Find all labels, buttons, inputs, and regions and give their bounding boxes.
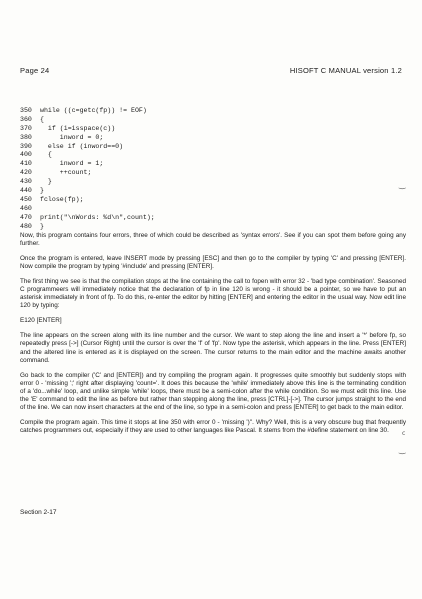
code-text: }: [40, 222, 44, 230]
margin-mark: ‿: [399, 445, 406, 454]
code-line: [20, 143, 280, 152]
section-footer: Section 2-17: [20, 509, 57, 516]
line-number: 410: [20, 160, 32, 168]
line-number: 390: [20, 142, 32, 150]
line-number: 380: [20, 133, 32, 141]
paragraph: Compile the program again. This time it stops at line 350 with error 0 - 'missing ')''. Why? Well, this is a very obscure bug that frequently catches programmers out, especially if they are used to other languages like Pascal. It stems from the #define statement on line 30.: [20, 418, 406, 434]
code-line: [20, 107, 280, 116]
line-number: 420: [20, 169, 32, 177]
code-line: [20, 223, 280, 232]
code-text: }: [40, 178, 52, 186]
line-number: 400: [20, 151, 32, 159]
code-text: ++count;: [40, 169, 92, 177]
code-text: fclose(fp);: [40, 195, 84, 203]
code-line: [20, 169, 280, 178]
code-line: [20, 116, 280, 125]
paragraph: Now, this program contains four errors, three of which could be described as 'syntax errors'. See if you can spot them before going any further.: [20, 232, 406, 248]
code-text: inword = 0;: [40, 133, 104, 141]
code-listing: [20, 107, 280, 231]
code-line: [20, 151, 280, 160]
line-number: 430: [20, 178, 32, 186]
paragraph: Go back to the compiler ('C' and [ENTER]) and try compiling the program again. It progresses quite smoothly but suddenly stops with error 0 - 'missing ';' right after displaying 'count='. It does this because the 'while' immediately above this line is the terminating condition of a 'do...while' loop, and unlike simple 'while' loops, there must be a semi-colon after the while condition. So we must edit this line. Use the 'E' command to edit the line as before but rather than stepping along the line, press [CTRL]-[->]. The cursor jumps straight to the end of the line. We can now insert characters at the end of the line, so type in a semi-colon and press [ENTER] to get back to the main editor.: [20, 371, 406, 411]
code-line: [20, 196, 280, 205]
line-number: 440: [20, 187, 32, 195]
line-number: 360: [20, 115, 32, 123]
code-line: [20, 214, 280, 223]
code-line: [20, 205, 280, 214]
code-text: }: [40, 187, 44, 195]
body-text: [20, 232, 406, 442]
code-line: [20, 187, 280, 196]
code-text: if (i=isspace(c)): [40, 124, 116, 132]
code-text: {: [40, 115, 44, 123]
code-text: else if (inword==0): [40, 142, 124, 150]
code-line: [20, 134, 280, 143]
manual-title: HISOFT C MANUAL version 1.2: [289, 66, 402, 75]
paragraph: The first thing we see is that the compilation stops at the line containing the call to fopen with error 32 - 'bad type combination'. Seasoned C programmeers will immediately notice that the declaration of fp in line 120 is wrong - it should be a pointer, so we have to put an asterisk immediately in front of fp. To do this, re-enter the editor by hitting [ENTER] and entering the editor in the usual way. Now edit line 120 by typing:: [20, 278, 406, 310]
code-text: print("\nWords: %d\n",count);: [40, 213, 155, 221]
paragraph: The line appears on the screen along with its line number and the cursor. We want to step along the line and insert a '*' before fp, so repeatedly press [->] (Cursor Right) until the cursor is over the 'f' of 'fp'. Now type the asterisk, which appears in the line. Press [ENTER] and the altered line is entered as it is displayed on the screen. The cursor returns to the main editor and the machine awaits another command.: [20, 332, 406, 364]
code-text: while ((c=getc(fp)) != EOF): [40, 107, 147, 114]
code-text: inword = 1;: [40, 160, 104, 168]
margin-mark: ‿: [399, 180, 406, 189]
line-number: 470: [20, 213, 32, 221]
paragraph: Once the program is entered, leave INSERT mode by pressing [ESC] and then go to the compiler by typing 'C' and pressing [ENTER]. Now compile the program by typing '#include' and pressing [ENTER].: [20, 255, 406, 271]
line-number: 480: [20, 222, 32, 230]
code-line: [20, 160, 280, 169]
code-text: {: [40, 151, 52, 159]
line-number: 450: [20, 195, 32, 203]
page-number: Page 24: [20, 66, 50, 75]
code-line: [20, 125, 280, 134]
line-number: 460: [20, 204, 32, 212]
command-example: E120 [ENTER]: [20, 317, 62, 325]
line-number: 350: [20, 107, 32, 114]
page-header: [20, 66, 402, 78]
margin-mark: c: [402, 430, 406, 437]
line-number: 370: [20, 124, 32, 132]
code-line: [20, 178, 280, 187]
